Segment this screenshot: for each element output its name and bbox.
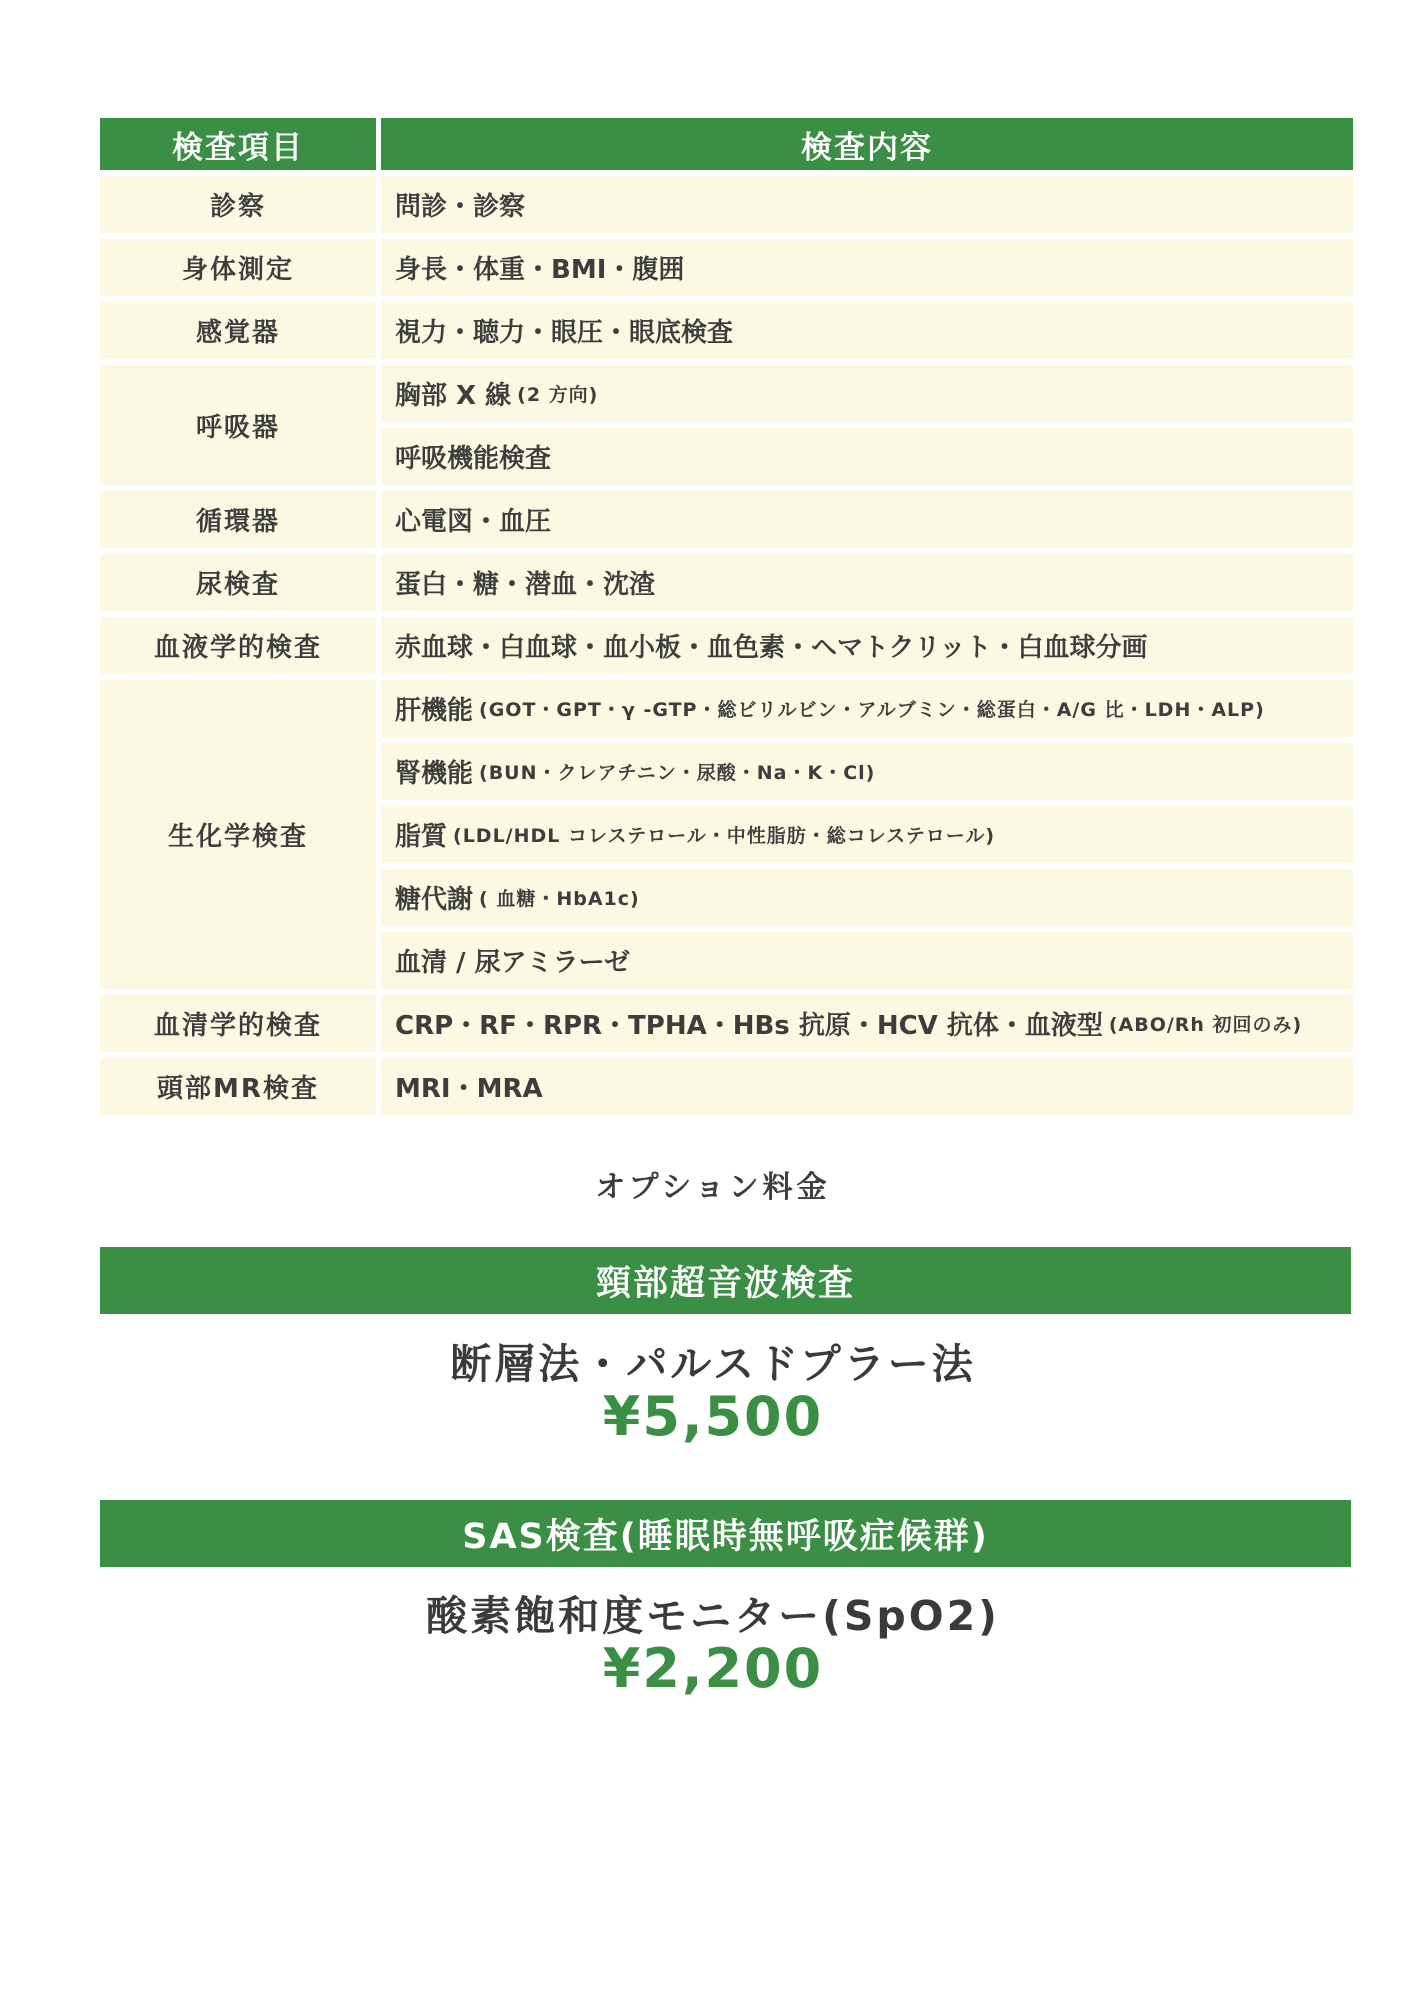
content-main: 脂質 [395,822,448,852]
content-main: 問診・診察 [395,192,526,222]
table-group [100,617,1353,674]
content-detail: (BUN・クレアチニン・尿酸・Na・K・Cl) [479,762,876,784]
content-detail: ( 血糖・HbA1c) [479,888,640,910]
options-title: オプション料金 [595,1170,831,1205]
table-group [100,680,1353,989]
content-main: 血清 / 尿アミラーゼ [395,948,631,978]
content-main: 視力・聴力・眼圧・眼底検査 [395,318,734,348]
content-cells [381,1058,1353,1115]
table-group [100,365,1353,485]
option-price-carotid: ¥5,500 [602,1385,824,1448]
content-cells [381,995,1353,1052]
content-main: 肝機能 [395,696,474,726]
content-cell [381,617,1353,674]
content-cells [381,365,1353,485]
content-cells [381,617,1353,674]
option-band-sas: SAS検査(睡眠時無呼吸症候群) [100,1500,1351,1567]
content-main: 糖代謝 [395,885,474,915]
category-cell: 頭部MR検査 [100,1058,376,1115]
table-header [100,118,1353,170]
content-cell [381,428,1353,485]
category-cell: 尿検査 [100,554,376,611]
table-group [100,995,1353,1052]
category-cell: 生化学検査 [100,680,376,989]
table-group [100,1058,1353,1115]
content-detail: (LDL/HDL コレステロール・中性脂肪・総コレステロール) [453,825,996,847]
content-cells [381,302,1353,359]
table-group [100,176,1353,233]
content-cell [381,743,1353,800]
header-exam-content: 検査内容 [381,118,1353,170]
content-main: 呼吸機能検査 [395,444,552,474]
content-cell [381,869,1353,926]
content-detail: (2 方向) [517,384,599,406]
table-group [100,239,1353,296]
content-cells [381,239,1353,296]
option-price-sas: ¥2,200 [602,1637,824,1700]
content-main: 心電図・血圧 [395,507,552,537]
category-cell: 感覚器 [100,302,376,359]
content-cell [381,176,1353,233]
content-cell [381,680,1353,737]
option-band-carotid: 頸部超音波検査 [100,1247,1351,1314]
category-cell: 診察 [100,176,376,233]
content-main: MRI・MRA [395,1074,543,1104]
option-subtitle-sas: 酸素飽和度モニター(SpO2) [426,1592,1000,1640]
content-main: 身長・体重・BMI・腹囲 [395,255,685,285]
content-cells [381,491,1353,548]
content-cell [381,1058,1353,1115]
table-group [100,554,1353,611]
content-cell [381,365,1353,422]
table-group [100,491,1353,548]
content-main: 腎機能 [395,759,474,789]
content-cell [381,554,1353,611]
content-cell [381,932,1353,989]
category-cell: 呼吸器 [100,365,376,485]
option-subtitle-carotid: 断層法・パルスドプラー法 [450,1340,976,1388]
content-cell [381,806,1353,863]
content-cell [381,995,1353,1052]
content-main: 赤血球・白血球・血小板・血色素・ヘマトクリット・白血球分画 [395,633,1148,663]
content-cell [381,239,1353,296]
category-cell: 血液学的検査 [100,617,376,674]
table-group [100,302,1353,359]
content-main: 蛋白・糖・潜血・沈渣 [395,570,656,600]
category-cell: 循環器 [100,491,376,548]
content-cells [381,554,1353,611]
content-detail: (ABO/Rh 初回のみ) [1108,1014,1303,1036]
content-detail: (GOT・GPT・γ -GTP・総ビリルビン・アルブミン・総蛋白・A/G 比・LDH・ALP) [479,699,1265,721]
content-main: 胸部 X 線 [395,381,512,411]
category-cell: 血清学的検査 [100,995,376,1052]
content-main: CRP・RF・RPR・TPHA・HBs 抗原・HCV 抗体・血液型 [395,1011,1103,1041]
content-cells [381,680,1353,989]
content-cell [381,491,1353,548]
header-exam-item: 検査項目 [100,118,376,170]
exam-table [100,118,1353,1115]
content-cell [381,302,1353,359]
table-body [100,176,1353,1115]
content-cells [381,176,1353,233]
category-cell: 身体測定 [100,239,376,296]
